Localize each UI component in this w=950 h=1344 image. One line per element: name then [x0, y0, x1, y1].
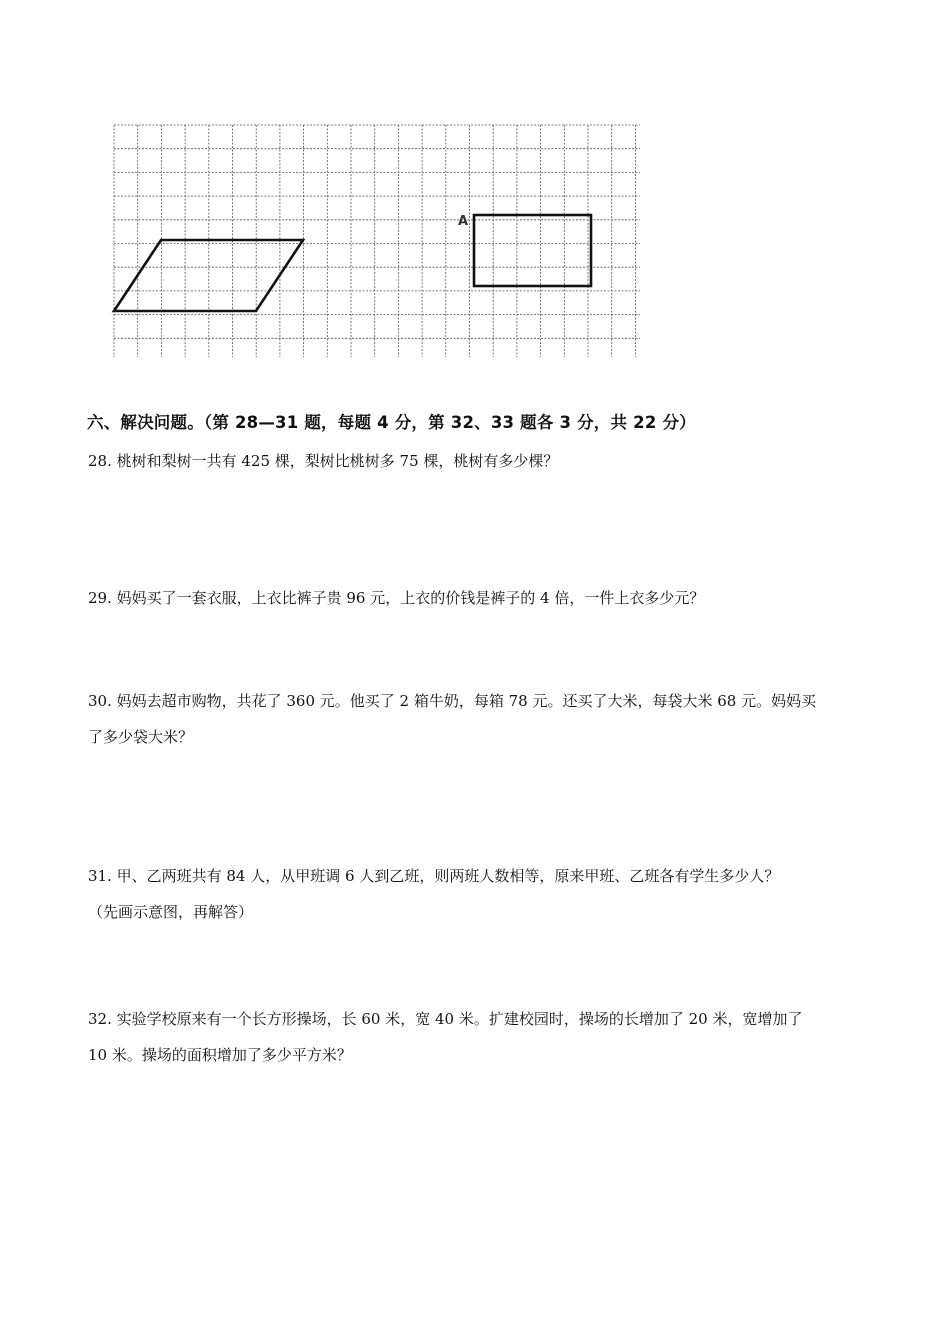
- question-32: [88, 1001, 878, 1073]
- question-line: 29. 妈妈买了一套衣服，上衣比裤子贵 96 元，上衣的价钱是裤子的 4 倍，一件上衣多少元？: [88, 589, 705, 607]
- question-31: [88, 858, 878, 930]
- question-28: [88, 443, 878, 479]
- section-heading: 六、解决问题。（第 28—31 题，每题 4 分，第 32、33 题各 3 分，共 22 分）: [87, 413, 696, 432]
- question-line: 10 米。操场的面积增加了多少平方米？: [88, 1046, 352, 1064]
- question-29: [88, 580, 878, 616]
- point-a-label: A: [458, 214, 469, 229]
- question-line: 28. 桃树和梨树一共有 425 棵，梨树比桃树多 75 棵，桃树有多少棵？: [88, 452, 559, 470]
- question-line: 了多少袋大米？: [88, 728, 194, 746]
- rectangle-shape: [474, 215, 591, 286]
- question-30: [88, 683, 878, 755]
- question-line: 32. 实验学校原来有一个长方形操场，长 60 米，宽 40 米。扩建校园时，操场的长增加了 20 米，宽增加了: [88, 1010, 803, 1028]
- question-line: （先画示意图，再解答）: [88, 903, 254, 921]
- question-line: 30. 妈妈去超市购物，共花了 360 元。他买了 2 箱牛奶，每箱 78 元。还买了大米，每袋大米 68 元。妈妈买: [88, 692, 817, 710]
- question-line: 31. 甲、乙两班共有 84 人，从甲班调 6 人到乙班，则两班人数相等，原来甲班、乙班各有学生多少人？: [88, 867, 780, 885]
- grid-figure: [0, 0, 950, 380]
